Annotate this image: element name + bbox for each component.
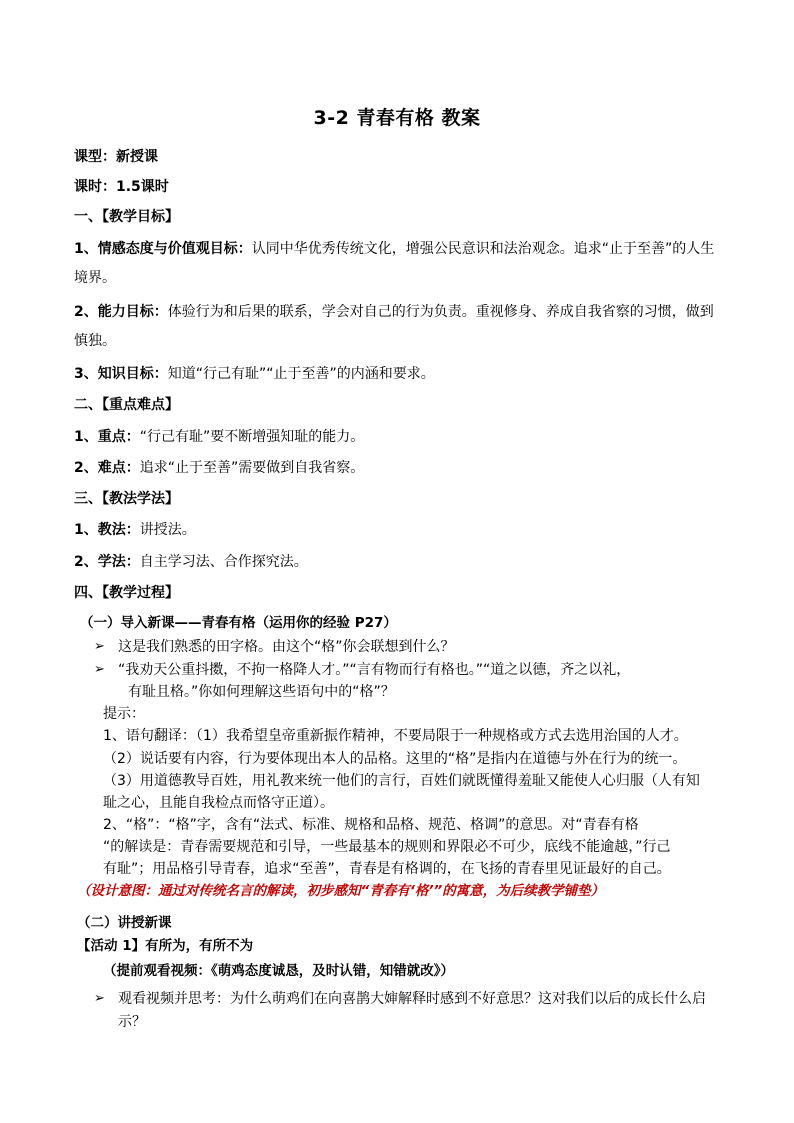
part1-heading: （一）导入新课——青春有格（运用你的经验 P27） [80, 615, 397, 631]
question-1: 这是我们熟悉的田字格。由这个“格”你会联想到什么？ [118, 639, 455, 655]
section-heading-keypoints: 二、【重点难点】 [74, 397, 179, 413]
key-point [74, 427, 364, 447]
question-3: 观看视频并思考：为什么萌鸡们在向喜鹊大婶解释时感到不好意思？这对我们以后的成长什么启 [118, 991, 706, 1007]
goal-knowledge [74, 364, 435, 384]
part2-heading: （二）讲授新课 [77, 915, 172, 931]
section-heading-process: 四、【教学过程】 [74, 585, 179, 601]
teaching-method-label: 1、教法： [74, 522, 140, 538]
class-hours: 课时：1.5课时 [74, 179, 169, 195]
goal-ability-text: 体验行为和后果的联系，学会对自己的行为负责。重视修身、养成自我省察的习惯，做到 [167, 304, 714, 320]
hint-translation-3: （3）用道德教导百姓，用礼教来统一他们的言行，百姓们就既懂得羞耻又能使人心归服（人有知 [103, 773, 700, 789]
bullet-icon: ➢ [94, 662, 105, 677]
question-2-cont: 有耻且格。”你如何理解这些语句中的“格”？ [128, 684, 395, 700]
goal-emotion [74, 239, 714, 259]
page-title: 3-2 青春有格 教案 [313, 107, 481, 129]
activity-1-heading: 【活动 1】有所为，有所不为 [77, 938, 254, 954]
goal-knowledge-text: 知道“行己有耻”“止于至善”的内涵和要求。 [167, 366, 435, 382]
teaching-method [74, 520, 196, 540]
goal-ability-label: 2、能力目标： [74, 304, 168, 320]
goal-emotion-label: 1、情感态度与价值观目标： [74, 241, 252, 257]
goal-emotion-cont: 境界。 [74, 270, 116, 286]
video-note: （提前观看视频：《萌鸡态度诚恳，及时认错，知错就改》） [103, 963, 454, 979]
section-heading-goals: 一、【教学目标】 [74, 209, 179, 225]
goal-emotion-text: 认同中华优秀传统文化，增强公民意识和法治观念。追求“止于至善”的人生 [251, 241, 715, 257]
goal-ability-cont: 慎独。 [74, 333, 116, 349]
hint-label: 提示： [103, 706, 145, 722]
hint-translation-3-cont: 耻之心，且能自我检点而恪守正道）。 [103, 795, 334, 811]
bullet-icon: ➢ [94, 991, 105, 1006]
hint-translation-1: 1、语句翻译：（1）我希望皇帝重新振作精神，不要局限于一种规格或方式去选用治国的人才。 [103, 728, 688, 744]
goal-knowledge-label: 3、知识目标： [74, 366, 168, 382]
design-intent: （设计意图：通过对传统名言的解读，初步感知“青春有‘格’”的寓意，为后续教学铺垫） [77, 883, 605, 899]
difficult-point-text: 追求“止于至善”需要做到自我省察。 [139, 460, 365, 476]
learning-method [74, 552, 308, 572]
teaching-method-text: 讲授法。 [139, 522, 196, 538]
key-point-text: “行己有耻”要不断增强知耻的能力。 [139, 429, 365, 445]
difficult-point-label: 2、难点： [74, 460, 140, 476]
course-type: 课型：新授课 [74, 149, 158, 165]
key-point-label: 1、重点： [74, 429, 140, 445]
bullet-icon: ➢ [94, 639, 105, 654]
hint-ge-meaning-cont1: “的解读是：青春需要规范和引导，一些最基本的规则和界限必不可少，底线不能逾越，”行己 [103, 839, 671, 855]
learning-method-label: 2、学法： [74, 554, 140, 570]
question-2: “我劝天公重抖擞，不拘一格降人才。”“言有物而行有格也。”“道之以德，齐之以礼， [118, 662, 631, 678]
goal-ability [74, 302, 714, 322]
hint-translation-2: （2）说话要有内容，行为要体现出本人的品格。这里的“格”是指内在道德与外在行为的统一。 [103, 751, 687, 767]
difficult-point [74, 458, 364, 478]
hint-ge-meaning-cont2: 有耻”；用品格引导青春，追求“至善”，青春是有格调的，在飞扬的青春里见证最好的自己。 [103, 861, 671, 877]
question-3-cont: 示？ [118, 1014, 146, 1030]
hint-ge-meaning: 2、“格”：“格”字，含有“法式、标准、规格和品格、规范、格调”的意思。对“青春有格 [103, 817, 639, 833]
section-heading-methods: 三、【教法学法】 [74, 491, 179, 507]
learning-method-text: 自主学习法、合作探究法。 [139, 554, 308, 570]
